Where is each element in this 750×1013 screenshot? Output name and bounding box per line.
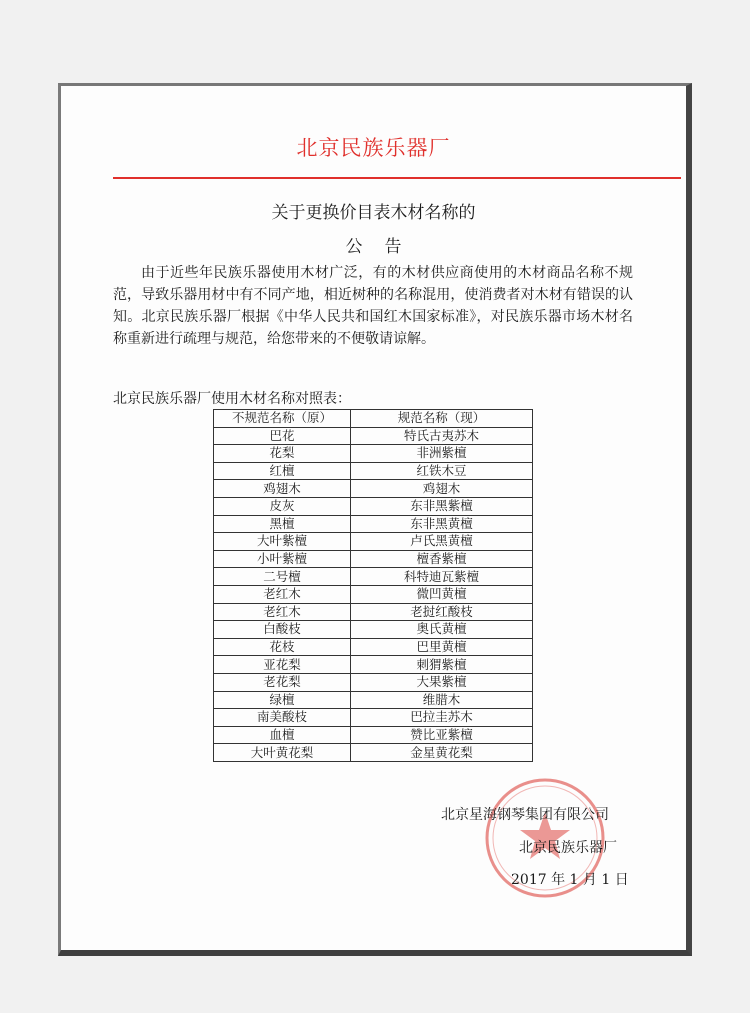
- table-header-row: [214, 410, 533, 428]
- old-name-cell: 老花梨: [214, 673, 351, 691]
- new-name-cell: 金星黄花梨: [351, 744, 533, 762]
- table-row: [214, 533, 533, 551]
- new-name-cell: 微凹黄檀: [351, 585, 533, 603]
- letterhead-rule: [113, 177, 681, 179]
- new-name-cell: 奥氏黄檀: [351, 621, 533, 639]
- old-name-cell: 绿檀: [214, 691, 351, 709]
- new-name-cell: 红铁木豆: [351, 462, 533, 480]
- table-row: [214, 603, 533, 621]
- old-name-cell: 亚花梨: [214, 656, 351, 674]
- table-row: [214, 550, 533, 568]
- old-name-cell: 大叶紫檀: [214, 533, 351, 551]
- new-name-cell: 巴拉圭苏木: [351, 709, 533, 727]
- header-new-name: 规范名称（现）: [351, 410, 533, 428]
- old-name-cell: 巴花: [214, 427, 351, 445]
- table-row: [214, 585, 533, 603]
- old-name-cell: 南美酸枝: [214, 709, 351, 727]
- table-row: [214, 427, 533, 445]
- letterhead: 北京民族乐器厂: [296, 136, 451, 160]
- new-name-cell: 巴里黄檀: [351, 638, 533, 656]
- old-name-cell: 花枝: [214, 638, 351, 656]
- notice-title: 关于更换价目表木材名称的: [271, 203, 476, 223]
- old-name-cell: 大叶黄花梨: [214, 744, 351, 762]
- old-name-cell: 老红木: [214, 603, 351, 621]
- old-name-cell: 鸡翅木: [214, 480, 351, 498]
- table-row: [214, 656, 533, 674]
- new-name-cell: 科特迪瓦紫檀: [351, 568, 533, 586]
- table-row: [214, 638, 533, 656]
- table-row: [214, 445, 533, 463]
- old-name-cell: 皮灰: [214, 497, 351, 515]
- document-page: [58, 83, 692, 956]
- old-name-cell: 白酸枝: [214, 621, 351, 639]
- new-name-cell: 维腊木: [351, 691, 533, 709]
- table-row: [214, 691, 533, 709]
- table-row: [214, 480, 533, 498]
- table-row: [214, 515, 533, 533]
- new-name-cell: 东非黑黄檀: [351, 515, 533, 533]
- old-name-cell: 小叶紫檀: [214, 550, 351, 568]
- old-name-cell: 黑檀: [214, 515, 351, 533]
- table-caption: 北京民族乐器厂使用木材名称对照表：: [113, 391, 351, 407]
- table-row: [214, 744, 533, 762]
- notice-body: 由于近些年民族乐器使用木材广泛，有的木材供应商使用的木材商品名称不规范，导致乐器用材中有不同产地，相近树种的名称混用，使消费者对木材有错误的认知。北京民族乐器厂根据《中华人民共和国红木国家标准》，对民族乐器市场木材名称重新进行疏理与规范，给您带来的不便敬请谅解。: [113, 265, 633, 347]
- table-row: [214, 568, 533, 586]
- wood-name-table: [213, 409, 533, 762]
- table-row: [214, 621, 533, 639]
- notice-subtitle: 公告: [345, 237, 424, 257]
- new-name-cell: 老挝红酸枝: [351, 603, 533, 621]
- table-row: [214, 497, 533, 515]
- new-name-cell: 赞比亚紫檀: [351, 726, 533, 744]
- old-name-cell: 二号檀: [214, 568, 351, 586]
- signature-company-2: 北京民族乐器厂: [519, 840, 617, 856]
- table-row: [214, 673, 533, 691]
- new-name-cell: 东非黑紫檀: [351, 497, 533, 515]
- new-name-cell: 卢氏黑黄檀: [351, 533, 533, 551]
- new-name-cell: 鸡翅木: [351, 480, 533, 498]
- old-name-cell: 花梨: [214, 445, 351, 463]
- table-row: [214, 462, 533, 480]
- new-name-cell: 特氏古夷苏木: [351, 427, 533, 445]
- new-name-cell: 檀香紫檀: [351, 550, 533, 568]
- header-old-name: 不规范名称（原）: [214, 410, 351, 428]
- old-name-cell: 红檀: [214, 462, 351, 480]
- table-row: [214, 709, 533, 727]
- new-name-cell: 大果紫檀: [351, 673, 533, 691]
- signature-date: 2017 年 1 月 1 日: [511, 872, 629, 888]
- old-name-cell: 血檀: [214, 726, 351, 744]
- new-name-cell: 非洲紫檀: [351, 445, 533, 463]
- signature-company-1: 北京星海钢琴集团有限公司: [441, 807, 609, 823]
- table-row: [214, 726, 533, 744]
- new-name-cell: 刺猬紫檀: [351, 656, 533, 674]
- old-name-cell: 老红木: [214, 585, 351, 603]
